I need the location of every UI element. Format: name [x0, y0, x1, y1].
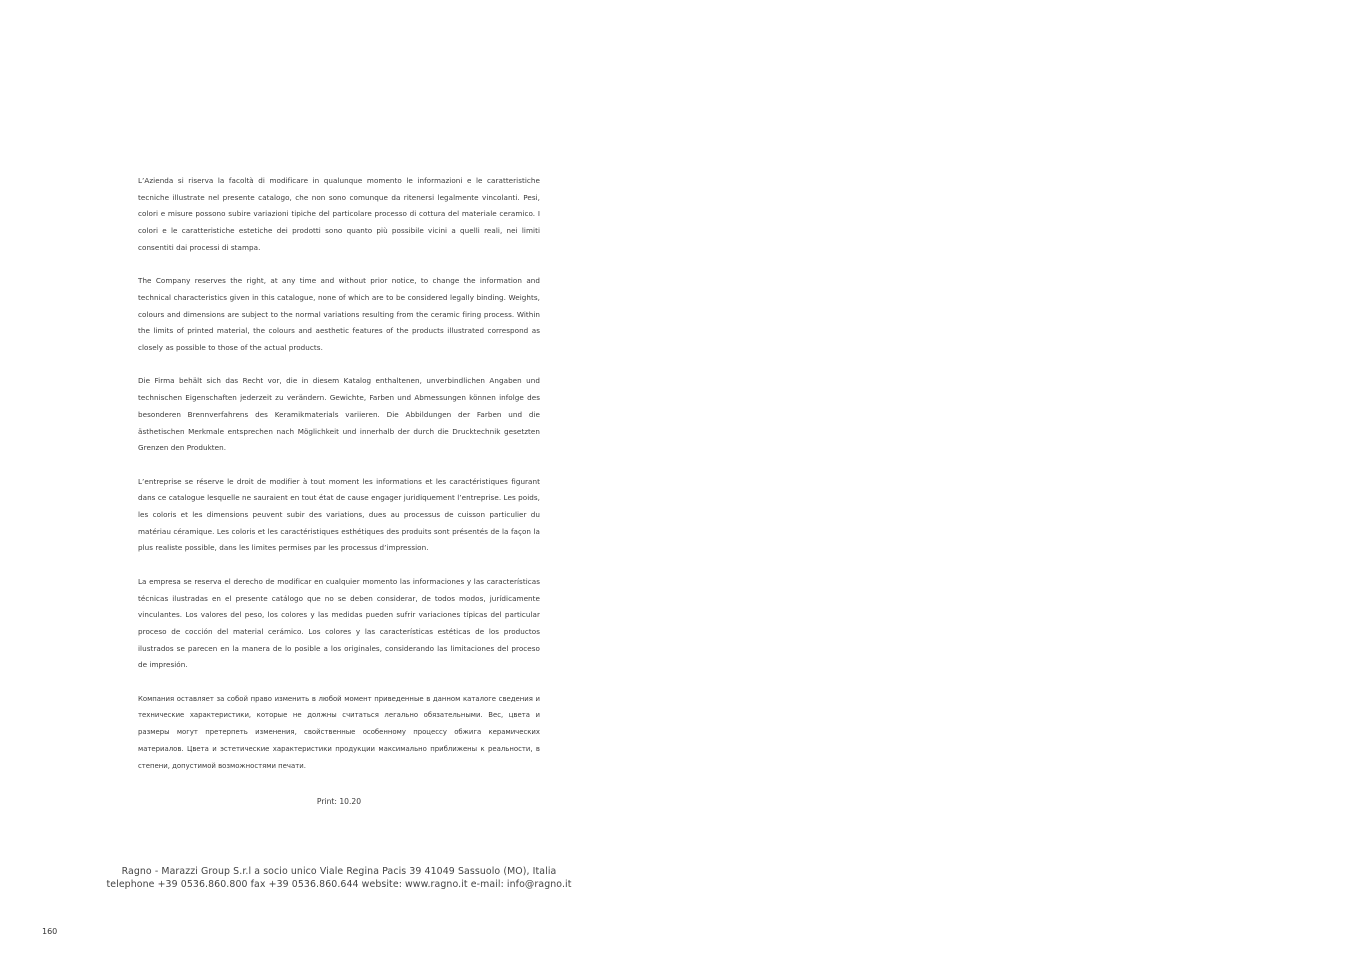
disclaimer-italian: L’Azienda si riserva la facoltà di modificare in qualunque momento le informazioni e le caratteristiche tecniche illustrate nel presente catalogo, che non sono comunque da ritenersi legalmente vincolanti. Pesi, colori e misure possono subire variazioni tipiche del particolare processo di cottura del materiale ceramico. I colori e le caratteristiche estetiche dei prodotti sono quanto più possibile vicini a quelli reali, nei limiti consentiti dai processi di stampa.: [138, 176, 540, 252]
disclaimer-russian: Компания оставляет за собой право изменить в любой момент приведенные в данном каталоге сведения и технические характеристики, которые не должны считаться легально обязательными. Вес, цвета и размеры могут претерпеть изменения, свойственные особенному процессу обжига керамических материалов. Цвета и эстетические характеристики продукции максимально приближены к реальности, в степени, допустимой возможностями печати.: [138, 694, 540, 770]
company-address: Ragno - Marazzi Group S.r.l a socio unico Viale Regina Pacis 39 41049 Sassuolo (MO), Italia: [121, 866, 557, 877]
disclaimer-block: [138, 173, 540, 791]
company-contacts: telephone +39 0536.860.800 fax +39 0536.860.644 website: www.ragno.it e-mail: info@ragno.it: [106, 879, 572, 890]
page-number: 160: [42, 927, 58, 936]
company-info: [0, 865, 678, 891]
print-date: Print: 10.20: [316, 797, 362, 806]
disclaimer-english: The Company reserves the right, at any time and without prior notice, to change the information and technical characteristics given in this catalogue, none of which are to be considered legally binding. Weights, colours and dimensions are subject to the normal variations resulting from the ceramic firing process. Within the limits of printed material, the colours and aesthetic features of the products illustrated correspond as closely as possible to those of the actual products.: [138, 276, 540, 353]
disclaimer-french: L’entreprise se réserve le droit de modifier à tout moment les informations et les caractéristiques figurant dans ce catalogue lesquelle ne sauraient en tout état de cause engager juridiquement l’entreprise. Les poids, les coloris et les dimensions peuvent subir des variations, dues au processus de cuisson particulier du matériau céramique. Les coloris et les caractéristiques esthétiques des produits sont présentés de la façon la plus realiste possible, dans les limites permises par les processus d’impression.: [138, 476, 540, 553]
disclaimer-spanish: La empresa se reserva el derecho de modificar en cualquier momento las informaciones y las características técnicas ilustradas en el presente catálogo que no se deben considerar, de todos modos, jurídicamente vinculantes. Los valores del peso, los colores y las medidas pueden sufrir variaciones típicas del particular proceso de cocción del material cerámico. Los colores y las características estéticas de los productos ilustrados se parecen en la manera de lo posible a los originales, considerando las limitaciones del proceso de impresión.: [138, 576, 540, 670]
disclaimer-german: Die Firma behält sich das Recht vor, die in diesem Katalog enthaltenen, unverbindlichen Angaben und technischen Eigenschaften jederzeit zu verändern. Gewichte, Farben und Abmessungen können infolge des besonderen Brennverfahrens des Keramikmaterials variieren. Die Abbildungen der Farben und die ästhetischen Merkmale entsprechen nach Möglichkeit und innerhalb der durch die Drucktechnik gesetzten Grenzen den Produkten.: [138, 376, 540, 453]
